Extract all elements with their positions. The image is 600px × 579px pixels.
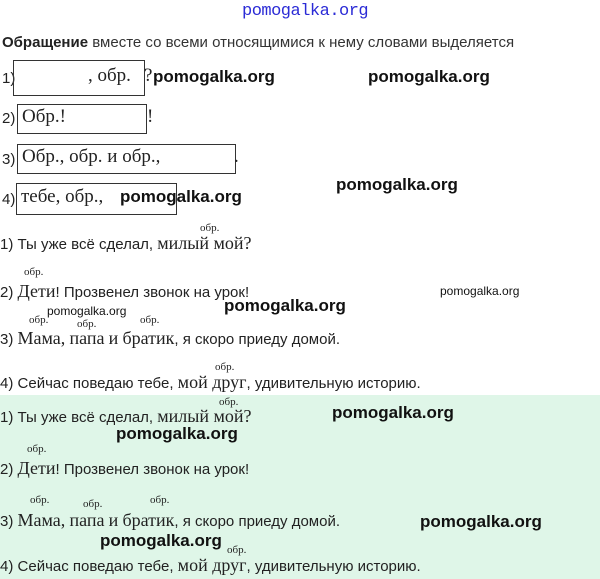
sentence-1 [0, 233, 252, 254]
watermark: pomogalka.org [440, 284, 520, 298]
sentence-number: 2) [0, 284, 14, 301]
rule-rest: вместе со всеми относящимися к нему словами выделяется [92, 34, 515, 51]
option-3-number: 3) [2, 151, 16, 168]
address-mark: обр. [27, 443, 47, 455]
option-2-after: ! [147, 106, 154, 127]
address-word: Дети [17, 458, 56, 478]
sentence-text: , удивительную историю. [246, 558, 421, 575]
watermark: pomogalka.org [336, 175, 458, 194]
address-mark: обр. [83, 498, 103, 510]
sentence-number: 4) [0, 375, 14, 392]
sentence-text: Ты уже всё сделал, [17, 409, 154, 426]
sentence-text: ! Прозвенел звонок на урок! [55, 461, 250, 478]
sentence-number: 3) [0, 331, 14, 348]
watermark: pomogalka.org [153, 67, 275, 86]
watermark: pomogalka.org [420, 512, 542, 531]
watermark: pomogalka.org [120, 187, 242, 206]
option-3-after: . [234, 146, 239, 167]
answer-sentence-2 [0, 458, 249, 479]
sentence-text: , я скоро приеду домой. [174, 331, 341, 348]
sentence-text: Сейчас поведаю тебе, [17, 558, 174, 575]
address-mark: обр. [77, 318, 97, 330]
sentence-text: , я скоро приеду домой. [174, 513, 341, 530]
option-2-scheme: Обр.! [22, 106, 66, 127]
address-word: милый мой [157, 406, 244, 426]
site-watermark-top: pomogalka.org [242, 2, 369, 21]
sentence-number: 4) [0, 558, 14, 575]
sentence-text: , [60, 328, 66, 348]
rule-bold: Обращение [2, 34, 89, 51]
address-word: мой друг [177, 372, 247, 392]
address-mark: обр. [29, 314, 49, 326]
watermark: pomogalka.org [224, 296, 346, 315]
address-word: мой друг [177, 555, 247, 575]
option-1-after: ? [144, 65, 153, 86]
address-word: Дети [17, 281, 56, 301]
address-mark: обр. [219, 396, 239, 408]
sentence-text: и [108, 328, 119, 348]
sentence-text: , [60, 510, 66, 530]
sentence-number: 1) [0, 409, 14, 426]
address-mark: обр. [200, 222, 220, 234]
address-word: папа [69, 510, 105, 530]
option-4-scheme: тебе, обр., [21, 186, 104, 207]
sentence-text: и [108, 510, 119, 530]
sentence-number: 3) [0, 513, 14, 530]
rule-text [2, 34, 514, 51]
answer-sentence-4 [0, 555, 421, 576]
answer-sentence-3 [0, 510, 340, 531]
option-4-number: 4) [2, 191, 16, 208]
address-mark: обр. [215, 361, 235, 373]
sentence-text: ? [243, 233, 252, 253]
address-word: папа [69, 328, 105, 348]
address-word: милый мой [157, 233, 244, 253]
address-word: братик [122, 328, 175, 348]
option-1-scheme: , обр. [88, 65, 131, 86]
address-word: Мама [17, 328, 61, 348]
sentence-text: Ты уже всё сделал, [17, 236, 154, 253]
address-word: Мама [17, 510, 61, 530]
watermark: pomogalka.org [332, 403, 454, 422]
sentence-text: ? [243, 406, 252, 426]
watermark: pomogalka.org [116, 424, 238, 443]
option-2-number: 2) [2, 110, 16, 127]
address-word: братик [122, 510, 175, 530]
option-3-scheme: Обр., обр. и обр., [22, 146, 161, 167]
sentence-4 [0, 372, 421, 393]
sentence-text: ! Прозвенел звонок на урок! [55, 284, 250, 301]
address-mark: обр. [140, 314, 160, 326]
address-mark: обр. [150, 494, 170, 506]
address-mark: обр. [24, 266, 44, 278]
watermark: pomogalka.org [368, 67, 490, 86]
address-mark: обр. [30, 494, 50, 506]
sentence-3 [0, 328, 340, 349]
sentence-text: Сейчас поведаю тебе, [17, 375, 174, 392]
address-mark: обр. [227, 544, 247, 556]
sentence-number: 2) [0, 461, 14, 478]
watermark: pomogalka.org [47, 304, 127, 318]
option-1-number: 1) [2, 70, 16, 87]
sentence-text: , удивительную историю. [246, 375, 421, 392]
sentence-2 [0, 281, 249, 302]
watermark: pomogalka.org [100, 531, 222, 550]
sentence-number: 1) [0, 236, 14, 253]
